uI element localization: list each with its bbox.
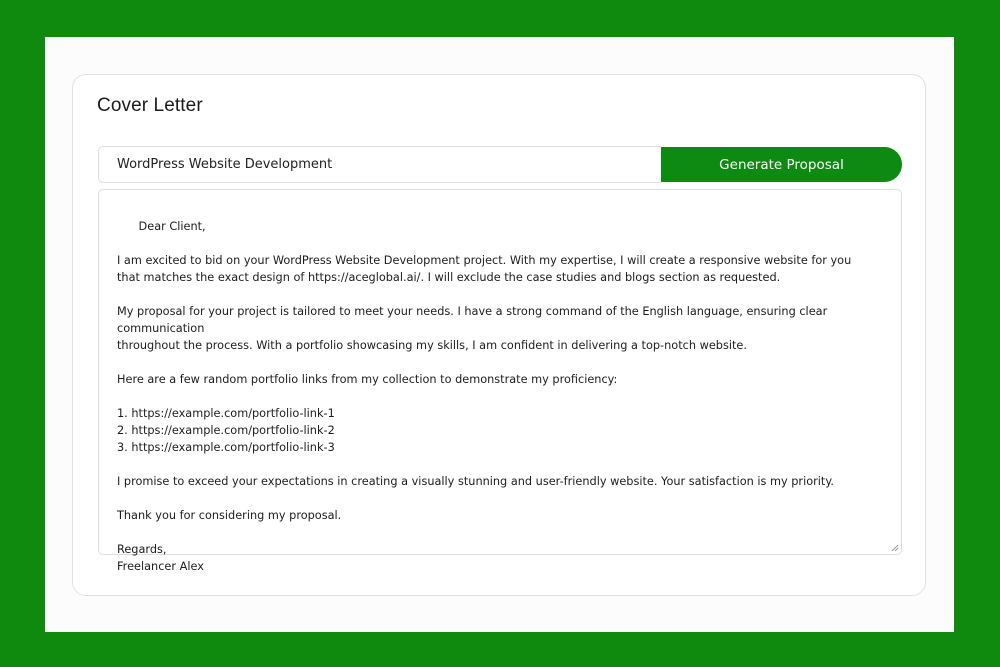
cover-letter-text: Dear Client, I am excited to bid on your WordPress Website Development project. With my expertise, I will create a responsive website for you that matches the exact design of https://aceglobal.ai/. I will exclude the case studies and blogs section as requested. My proposal for your project is tailored to meet your needs. I have a strong command of the English language, ensuring clear communication throughout the process. With a portfolio showcasing my skills, I am confident in delivering a top-notch website. Here are a few random portfolio links from my collection to demonstrate my proficiency: 1. https://example.com/portfolio-link-1 2. https://example.com/portfolio-link-2 3. https://example.com/portfolio-link-3 I promise to exceed your expectations in creating a visually stunning and user-friendly website. Your satisfaction is my priority. Thank you for considering my proposal. Regards, Freelancer Alex	[117, 220, 852, 573]
cover-letter-card	[72, 74, 926, 596]
card-title: Cover Letter	[97, 95, 203, 116]
generate-proposal-button[interactable]: Generate Proposal	[661, 147, 902, 182]
topic-input-group	[98, 146, 902, 183]
cover-letter-textarea[interactable]	[98, 189, 902, 573]
page-frame	[45, 37, 954, 632]
project-topic-input[interactable]	[98, 146, 661, 183]
resize-handle-icon[interactable]	[891, 544, 899, 552]
